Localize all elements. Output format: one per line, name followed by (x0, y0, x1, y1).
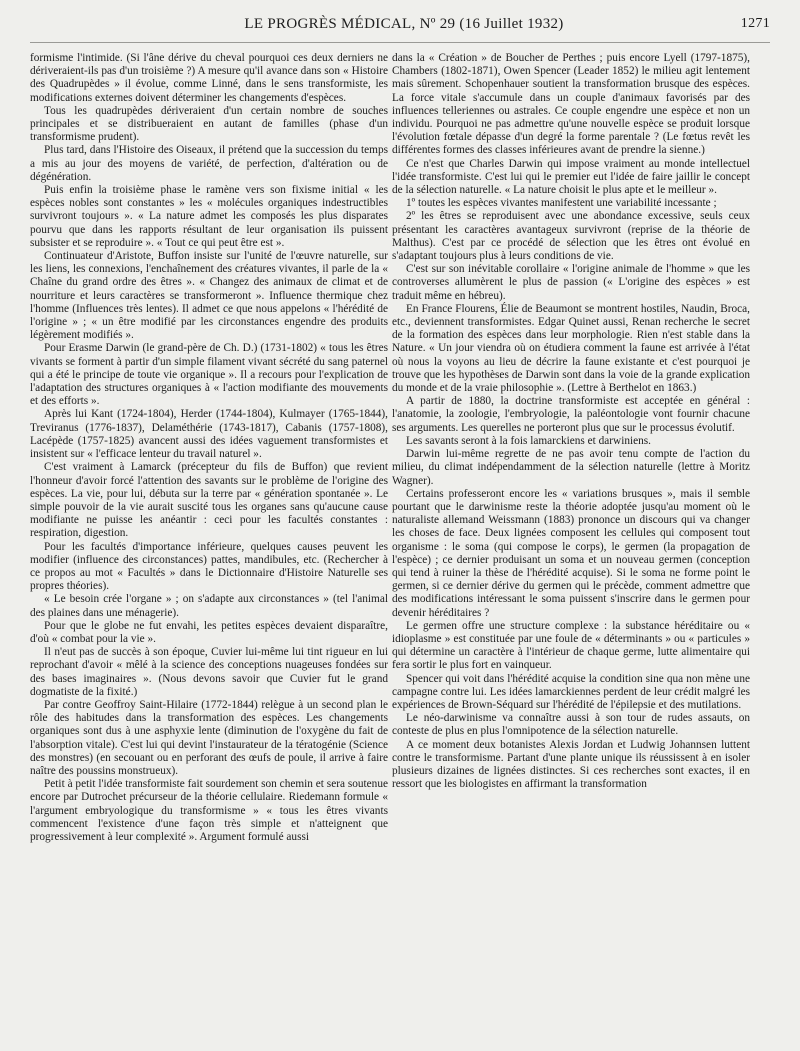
paragraph: Darwin lui-même regrette de ne pas avoir tenu compte de l'action du milieu, du climat indépendamment de la sélection naturelle (lettre à Moritz Wagner). (392, 448, 750, 487)
paragraph: Le germen offre une structure complexe : la substance héréditaire ou « idioplasme » est constituée par une foule de « déterminants » ou « particules » qui détermine un caractère à l'intérieur de chaque germe, lutte alimentaire qui fera sortir le plus fort en vainqueur. (392, 619, 750, 672)
paragraph: Pour Erasme Darwin (le grand-père de Ch. D.) (1731-1802) « tous les êtres vivants se forment à partir d'un simple filament vivant sécrété du sang paternel qui a été le principe de toute vie organique ». Il a recours pour l'explication de l'adaptation des structures organiques à « l'action modifiante des mouvements et des efforts ». (30, 342, 388, 408)
paragraph: Pour les facultés d'importance inférieure, quelques causes peuvent les modifier (influence des circonstances) pattes, mandibules, etc. (Rechercher à ce propos au mot « Facultés » dans le Dictionnaire d'Histoire Naturelle ses propres théories). (30, 540, 388, 593)
paragraph: dans la « Création » de Boucher de Perthes ; puis encore Lyell (1797-1875), Chambers (1802-1871), Owen Spencer (Leader 1852) le milieu agit lentement mais sûrement. Schopenhauer soutient la transformation brusque des espèces. La force vitale s'accumule dans un couple d'animaux favorisés par des influences telleriennes ou astrales. Ce couple engendre une espèce et non un individu. Pourquoi ne pas admettre qu'une nouvelle espèce se produit lorsque l'évolution fœtale dépasse d'un degré la forme parentale ? (Le fœtus revêt les différentes formes des classes inférieures avant de prendre la sienne.) (392, 52, 750, 157)
page-number: 1271 (740, 16, 770, 31)
paragraph: Petit à petit l'idée transformiste fait sourdement son chemin et sera soutenue encore par Dutrochet précurseur de la théorie cellulaire. Riedemann formule « l'argument embryologique du transformisme » « tous les êtres vivants commencent l'existence d'une façon très simple et n'atteignent que progressivement à leur complexité ». Argument formulé aussi (30, 778, 388, 843)
paragraph: Certains professeront encore les « variations brusques », mais il semble pourtant que le darwinisme reste la théorie adoptée jusqu'au moment où le naturaliste allemand Weissmann (1883) prononce un discours qui va changer les choses de face. Deux lignées composent les cellules qui composent tout organisme : le soma (qui compose le corps), le germen (la propagation de l'espèce) ; ce dernier produisant un soma et un nouveau germen (conception qui tend à ruiner la thèse de l'hérédité acquise). Si le soma ne forme point le germen, si ce dernier dérive du germen qui le précède, comment admettre que des modifications intéressant le soma puissent s'inscrire dans le germen pour devenir héréditaires ? (392, 487, 750, 619)
paragraph: 1º toutes les espèces vivantes manifestent une variabilité incessante ; (406, 197, 717, 210)
paragraph: Par contre Geoffroy Saint-Hilaire (1772-1844) relègue à un second plan le rôle des habitudes dans la transformation des espèces. Les changements organiques sont dus à une asphyxie lente (diminution de l'oxygène du fait de l'absorption vitale). C'est lui qui devint l'instaurateur de la tératogénie (Science des monstres) (en secouant ou en perforant des œufs de poule, il arrive à faire naître des poussins monstrueux). (30, 698, 388, 777)
paragraph: « Le besoin crée l'organe » ; on s'adapte aux circonstances » (tel l'animal des plaines dans une ménagerie). (30, 593, 388, 619)
paragraph: A partir de 1880, la doctrine transformiste est acceptée en général : l'anatomie, la zoologie, l'embryologie, la paléontologie vont fournir chacune ses arguments. Les querelles ne porteront plus que sur le processus évolutif. (392, 395, 750, 434)
paragraph: Tous les quadrupèdes dériveraient d'un certain nombre de souches principales et se distribueraient en autant de familles (phase d'un transformisme prudent). (30, 104, 388, 144)
paragraph: Après lui Kant (1724-1804), Herder (1744-1804), Kulmayer (1765-1844), Treviranus (1776-1837), Delaméthérie (1743-1817), Cabanis (1757-1808), Lacépède (1757-1825) avancent aussi des idées vaguement transformistes et insistent sur « l'efficace lenteur du travail naturel ». (30, 408, 388, 461)
right-column (392, 52, 750, 1042)
paragraph: formisme l'intimide. (Si l'âne dérive du cheval pourquoi ces deux derniers ne dériveraient-ils pas d'un troisième ?) A mesure qu'il avance dans son « Histoire des Quadrupèdes » il évolue, comme Linné, dans le sens transformiste, les modifications externes doivent déterminer les changements d'espèces. (30, 52, 388, 104)
paragraph: Puis enfin la troisième phase le ramène vers son fixisme initial « les espèces nobles sont constantes » les « molécules organiques indestructibles survivront toujours ». « La nature admet les composés les plus disparates pourvu que dans les rapports résultant de leur organisation ils puissent subsister et se reproduire ». « Tout ce qui peut être est ». (30, 184, 388, 249)
running-header (38, 12, 770, 38)
paragraph: Spencer qui voit dans l'hérédité acquise la condition sine qua non mène une campagne contre lui. Les idées lamarckiennes perdent de leur crédit malgré les expériences de Brown-Séquard sur l'hérédité de l'épilepsie et des mutilations. (392, 672, 750, 711)
paragraph: Continuateur d'Aristote, Buffon insiste sur l'unité de l'œuvre naturelle, sur les liens, les connexions, l'enchaînement des créatures vivantes, il parle de la « Chaîne du grand ordre des êtres ». « Changez des animaux de climat et de nourriture et leurs caractères se transformeront ». Influence thermique chez l'homme (Influences très lentes). Il admet ce que nous appelons « l'hérédité de l'origine » ; « un être modifié par les circonstances engendre des produits légèrement modifiés ». (30, 250, 388, 342)
paragraph: Les savants seront à la fois lamarckiens et darwiniens. (406, 434, 652, 447)
paragraph: C'est vraiment à Lamarck (précepteur du fils de Buffon) que revient l'honneur d'avoir forcé l'attention des savants sur le problème de l'origine des espèces. La vie, pour lui, débuta sur la terre par « génération spontanée ». Le simple pouvoir de la vie aurait suscité tous les organes sans qu'aucune cause modifiante ne puisse les anéantir : ceci pour les facultés constantes : respiration, digestion. (30, 461, 388, 540)
left-column (30, 52, 388, 1042)
paragraph: Ce n'est que Charles Darwin qui impose vraiment au monde intellectuel l'idée transformiste. C'est lui qui le premier eut l'idée de faire jaillir le concept de la sélection naturelle. « La nature choisit le plus apte et le meilleur ». (392, 157, 750, 197)
paragraph: Le néo-darwinisme va connaître aussi à son tour de rudes assauts, on conteste de plus en plus l'omnipotence de la sélection naturelle. (392, 712, 750, 738)
paragraph: En France Flourens, Élie de Beaumont se montrent hostiles, Naudin, Broca, etc., deviennent transformistes. Edgar Quinet aussi, Renan recherche le secret de la formation des espèces dans leur morphologie. Rien n'est stable dans la Nature. « Un jour viendra où on étudiera comment la faune est arrivée à l'état où nous la voyons au lieu de décrire la faune existante et c'est pourquoi je trouve que les hypothèses de Darwin sont dans la voie de la grande explication du monde et de la vraie philosophie ». (Lettre à Berthelot en 1863.) (392, 302, 750, 395)
paragraph: C'est sur son inévitable corollaire « l'origine animale de l'homme » que les controverses allumèrent le plus de passion (« L'origine des espèces » est traduit même en hébreu). (392, 263, 750, 302)
paragraph: A ce moment deux botanistes Alexis Jordan et Ludwig Johannsen luttent contre le transformisme. Partant d'une plante unique ils réussissent à en isoler plusieurs dizaines de lignées distinctes. Si ces recherches sont exactes, il en ressort que les biologistes en affirmant la transformation (392, 738, 750, 791)
paragraph: Pour que le globe ne fut envahi, les petites espèces devaient disparaître, d'où « combat pour la vie ». (30, 619, 388, 645)
paragraph: Plus tard, dans l'Histoire des Oiseaux, il prétend que la succession du temps a mis au jour des moyens de variété, de perfection, d'altération ou de dégénération. (30, 144, 388, 183)
journal-title: LE PROGRÈS MÉDICAL, Nº 29 (16 Juillet 1932) (244, 16, 564, 32)
header-rule (30, 42, 770, 43)
paragraph: 2º les êtres se reproduisent avec une abondance excessive, seuls ceux présentant les caractères avantageux survivront (reprise de la théorie de Malthus). C'est par ce procédé de sélection que les êtres ont évolué en s'adaptant toujours plus à leurs conditions de vie. (392, 210, 750, 263)
paragraph: Il n'eut pas de succès à son époque, Cuvier lui-même lui tint rigueur en lui reprochant d'avoir « mêlé à la science des conceptions nuageuses fondées sur des bases imaginaires ». (Nous devons savoir que Cuvier fut le grand dogmatiste de la fixité.) (30, 646, 388, 698)
